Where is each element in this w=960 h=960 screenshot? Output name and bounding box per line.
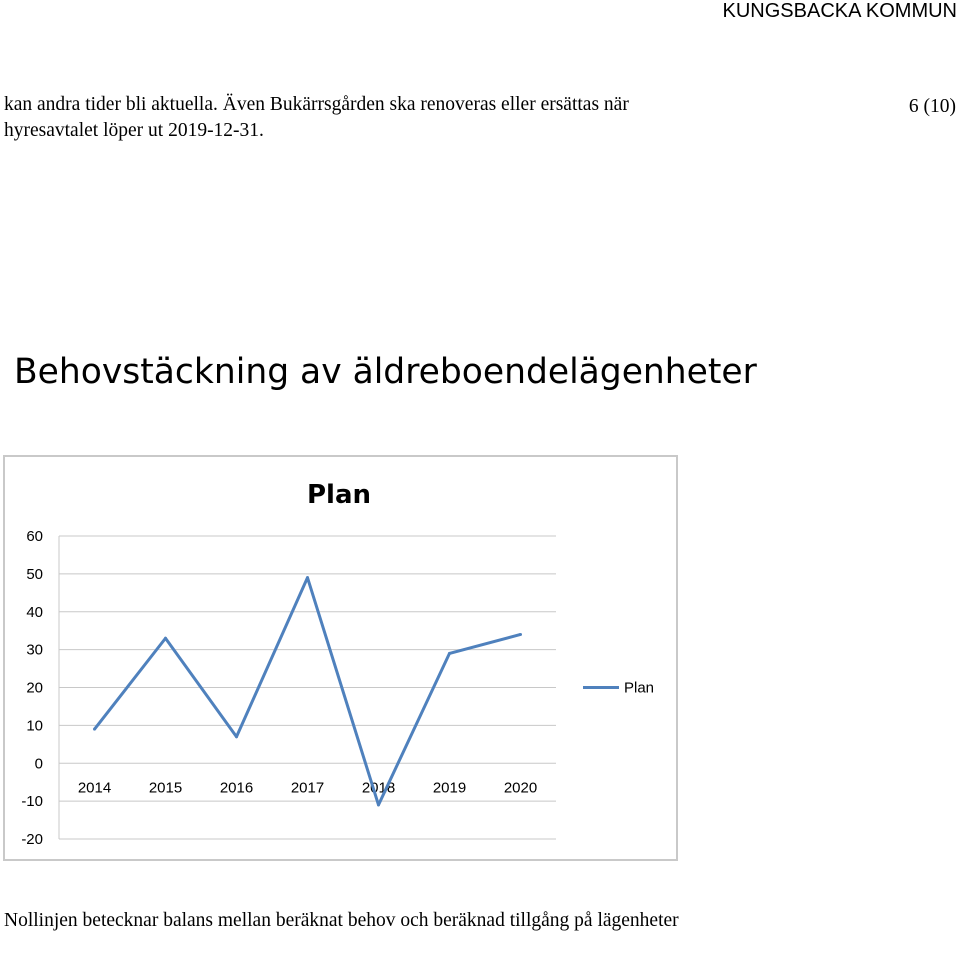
y-tick-label: -10: [21, 793, 43, 811]
chart-frame: [3, 455, 678, 861]
y-tick-label: 20: [26, 679, 43, 697]
x-tick-label: 2017: [290, 779, 325, 797]
chart-title: Plan: [306, 480, 372, 510]
x-tick-label: 2015: [148, 779, 183, 797]
data-point: [164, 637, 167, 640]
x-tick-label: 2018: [361, 779, 396, 797]
x-tick-label: 2016: [219, 779, 254, 797]
y-tick-label: 10: [26, 717, 43, 735]
y-tick-label: 40: [26, 603, 43, 621]
body-paragraph: [4, 92, 724, 144]
legend-label: Plan: [624, 679, 655, 697]
data-point: [448, 652, 451, 655]
section-title: Behovstäckning av äldreboendelägenheter: [14, 352, 757, 392]
x-tick-label: 2014: [77, 779, 112, 797]
organization-name: KUNGSBACKA KOMMUN: [722, 0, 957, 22]
data-point: [306, 576, 309, 579]
page-number: 6 (10): [908, 96, 956, 117]
data-point: [519, 633, 522, 636]
y-tick-label: 60: [26, 528, 43, 545]
data-point: [235, 735, 238, 738]
line-chart: [5, 457, 676, 859]
y-tick-label: 50: [26, 565, 43, 583]
chart-caption: Nollinjen betecknar balans mellan beräknat behov och beräknad tillgång på lägenheter: [4, 910, 679, 931]
body-line: kan andra tider bli aktuella. Även Bukärrsgården ska renoveras eller ersättas när: [4, 94, 629, 115]
x-tick-label: 2019: [432, 779, 467, 797]
data-point: [377, 803, 380, 806]
y-tick-label: 30: [26, 641, 43, 659]
body-line: hyresavtalet löper ut 2019-12-31.: [4, 120, 264, 141]
y-tick-label: -20: [21, 831, 43, 848]
x-tick-label: 2020: [503, 779, 538, 797]
data-point: [93, 728, 96, 731]
y-tick-label: 0: [34, 755, 43, 773]
